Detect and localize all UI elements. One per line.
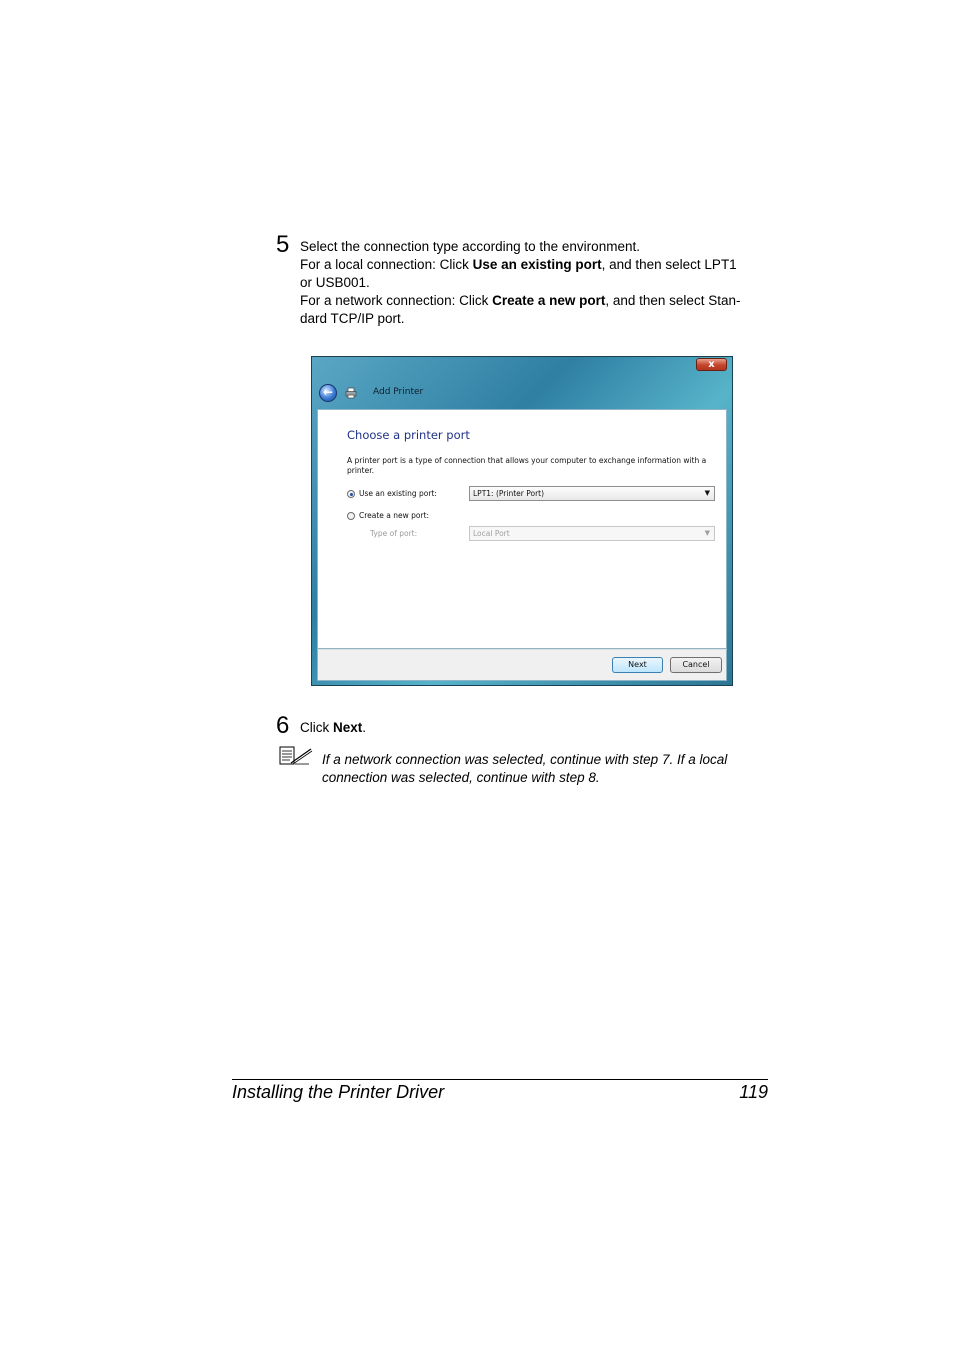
back-arrow-icon[interactable]: ←: [319, 384, 337, 402]
dialog-heading: Choose a printer port: [347, 428, 470, 442]
step-6-text: [300, 719, 366, 737]
step-5-network-line: [300, 292, 780, 310]
label-create-new-port: Create a new port:: [359, 511, 430, 520]
dialog-title: Add Printer: [373, 387, 424, 397]
page-number: 119: [739, 1082, 768, 1102]
existing-port-value: LPT1: (Printer Port): [473, 489, 545, 498]
step-5-local-cont: or USB001.: [300, 275, 370, 290]
chevron-down-icon: ▼: [704, 489, 710, 497]
step-5-line-1: Select the connection type according to the environment.: [300, 239, 640, 254]
step-5-text: [300, 238, 780, 328]
add-printer-dialog: [311, 356, 733, 686]
label-type-of-port: Type of port:: [370, 529, 418, 538]
type-of-port-value: Local Port: [473, 529, 510, 538]
footer-rule: [232, 1079, 768, 1080]
dialog-footer: [317, 649, 727, 681]
step-5-network-suffix: , and then select Stan-: [605, 293, 741, 308]
note-pencil-icon: [279, 746, 313, 766]
step-5-local-line: [300, 256, 780, 274]
dialog-content: [317, 409, 727, 649]
radio-use-existing-port[interactable]: [347, 490, 355, 498]
step-6-suffix: .: [362, 720, 367, 735]
step-6-bold: Next: [333, 720, 363, 735]
type-of-port-select[interactable]: [469, 526, 715, 541]
radio-create-new-port[interactable]: [347, 512, 355, 520]
next-button[interactable]: Next: [612, 657, 663, 673]
note-line-1: If a network connection was selected, continue with step 7. If a local: [322, 752, 728, 767]
footer-section-title: Installing the Printer Driver: [232, 1082, 445, 1102]
cancel-button[interactable]: Cancel: [670, 657, 722, 673]
step-5-network-cont: dard TCP/IP port.: [300, 311, 405, 326]
label-use-existing-port: Use an existing port:: [359, 489, 437, 498]
chevron-down-icon: ▼: [704, 529, 710, 537]
note-text: [322, 751, 772, 787]
step-6-number: 6: [276, 712, 290, 739]
step-5-local-prefix: For a local connection: Click: [300, 257, 473, 272]
note-line-2: connection was selected, continue with step 8.: [322, 770, 600, 785]
step-6-prefix: Click: [300, 720, 333, 735]
dialog-description: A printer port is a type of connection that allows your computer to exchange information with a printer.: [347, 456, 707, 475]
step-5-number: 5: [276, 231, 290, 258]
step-5-network-prefix: For a network connection: Click: [300, 293, 493, 308]
existing-port-select[interactable]: [469, 486, 715, 501]
close-button[interactable]: x: [696, 358, 727, 371]
step-5-local-suffix: , and then select LPT1: [601, 257, 737, 272]
printer-icon: [345, 387, 357, 399]
step-5-local-bold: Use an existing port: [472, 257, 602, 272]
step-5-network-bold: Create a new port: [492, 293, 606, 308]
